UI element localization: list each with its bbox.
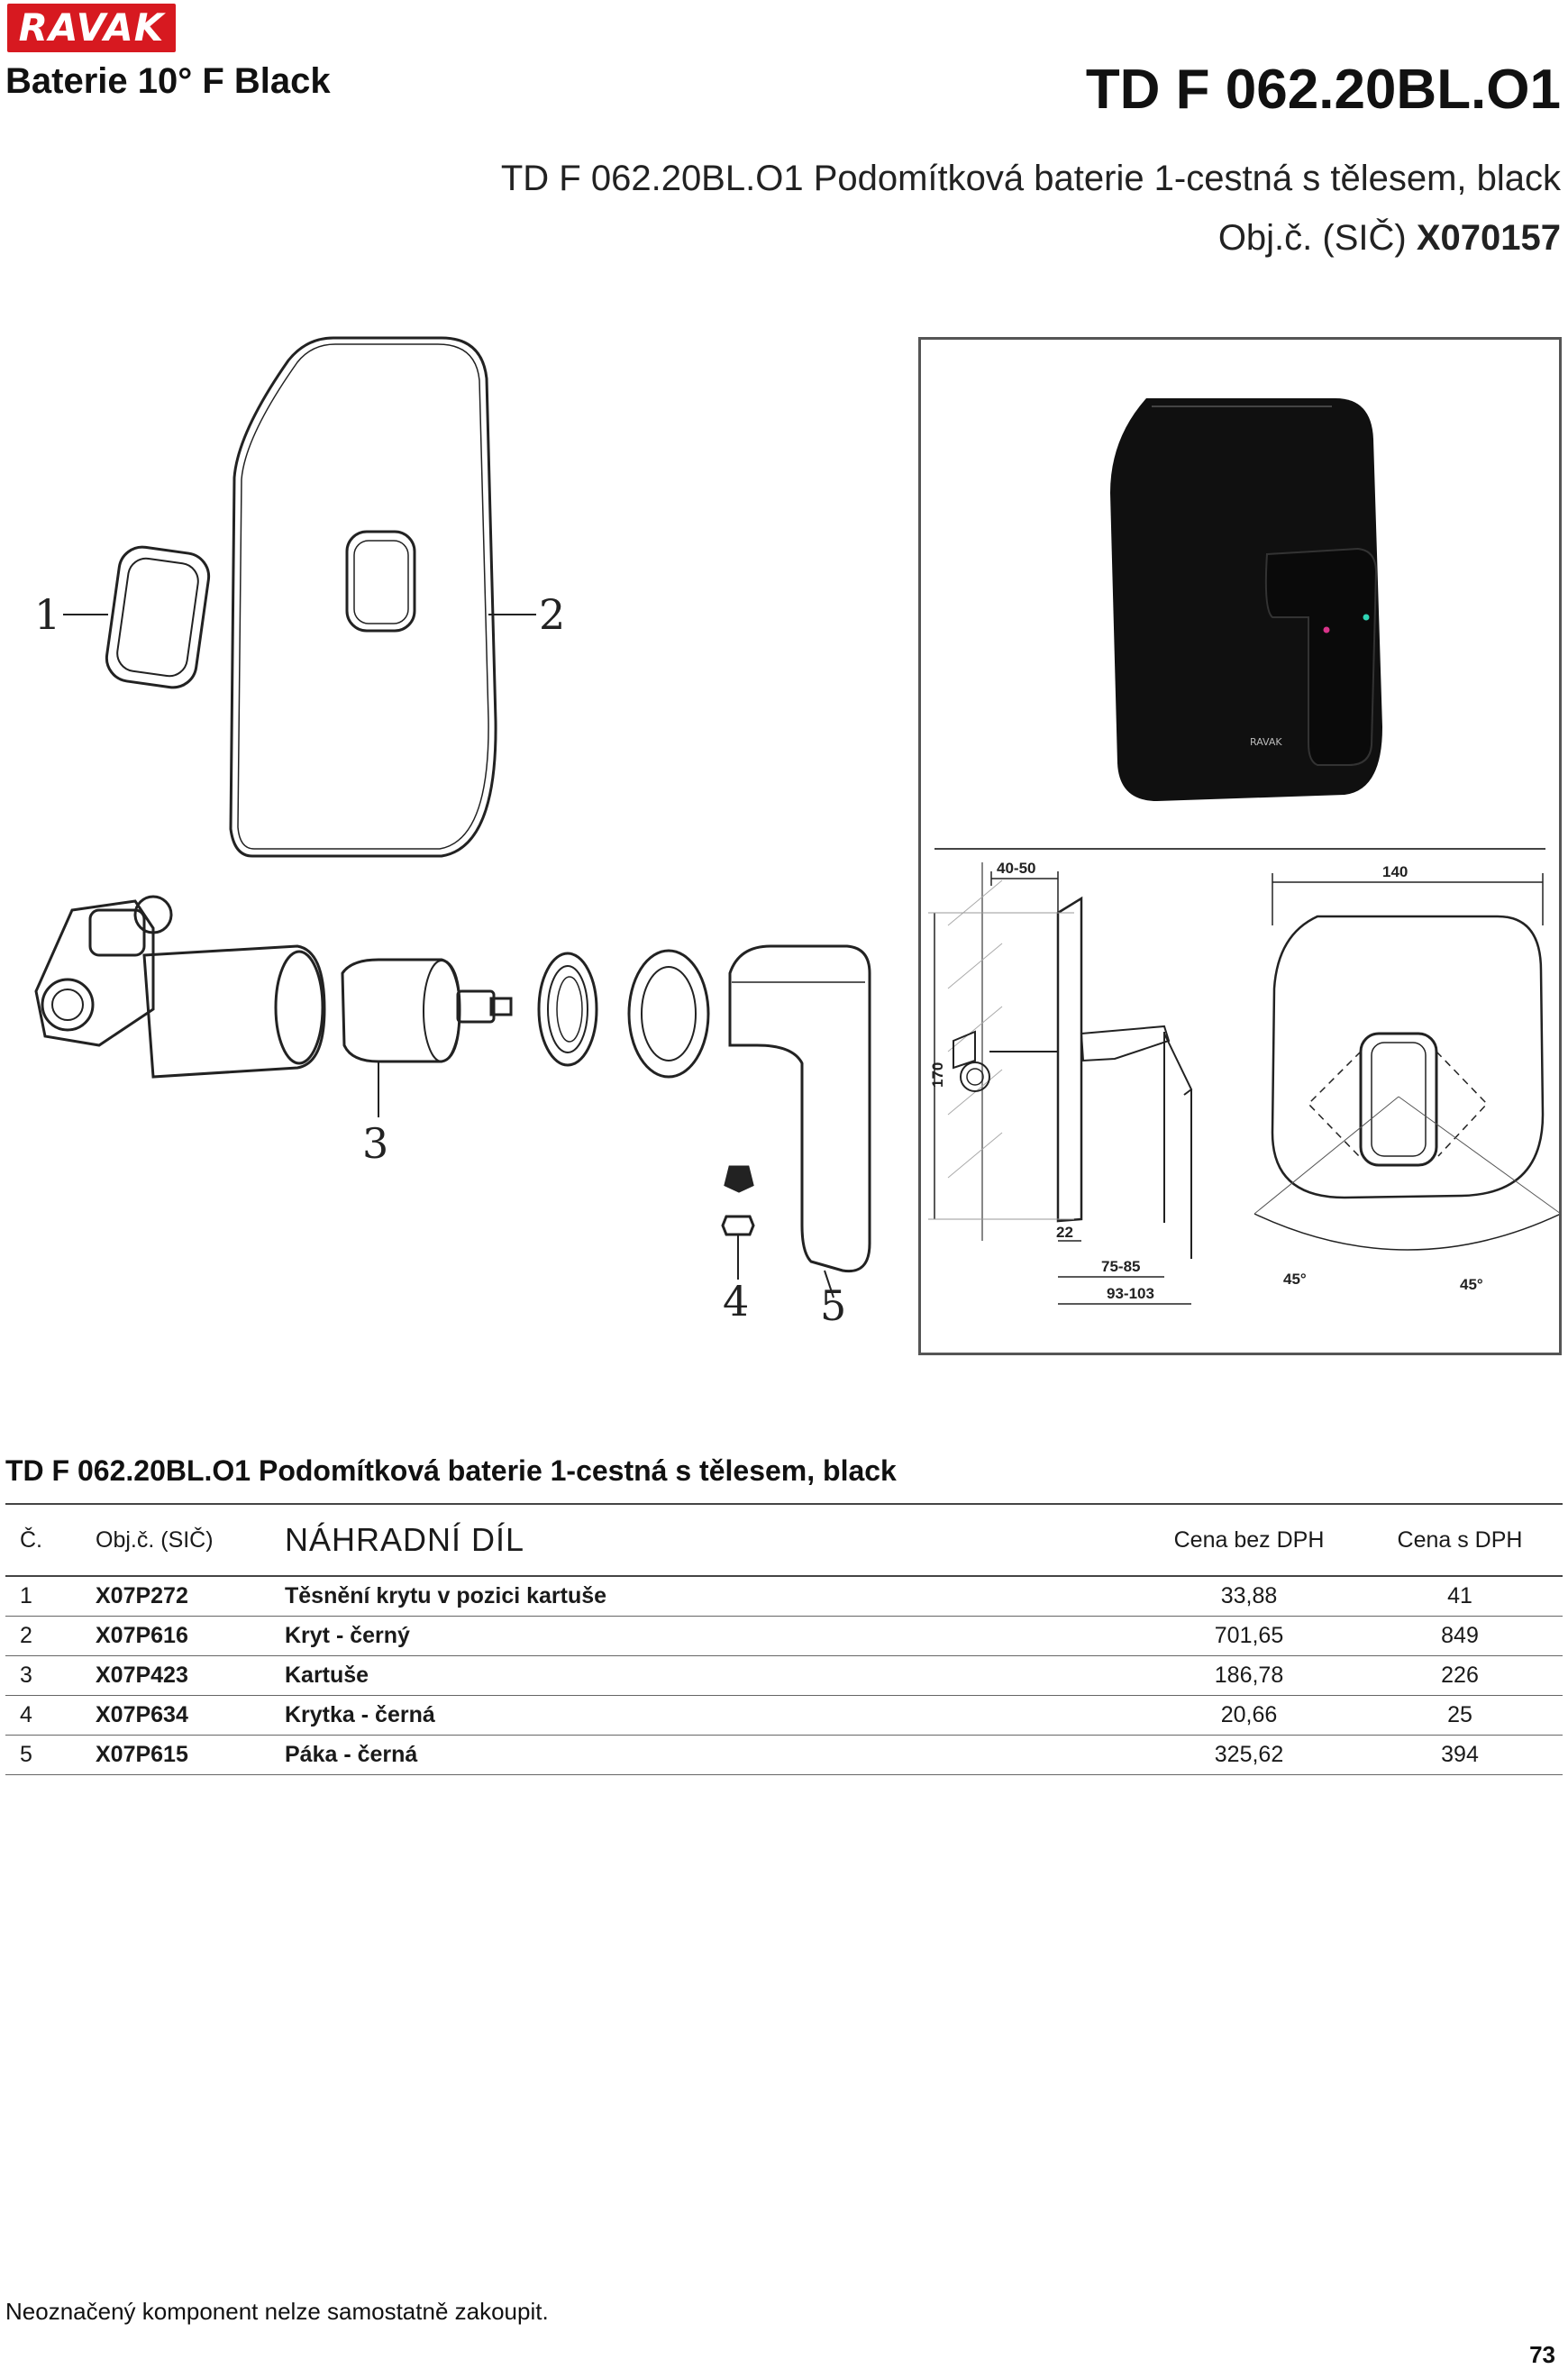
photo-brand-mark: RAVAK <box>1250 736 1282 748</box>
order-label: Obj.č. (SIČ) <box>1217 218 1407 258</box>
cell-part-name: Těsnění krytu v pozici kartuše <box>285 1576 1141 1617</box>
product-photo-and-dimensions <box>921 340 1559 1353</box>
dim-offset: 22 <box>1056 1224 1073 1241</box>
table-row <box>5 1656 1563 1696</box>
cartridge-drawing <box>342 960 511 1061</box>
cell-part-name: Páka - černá <box>285 1736 1141 1775</box>
cell-no: 2 <box>5 1617 96 1656</box>
cell-price-net: 701,65 <box>1141 1617 1357 1656</box>
footnote: Neoznačený komponent nelze samostatně zakoupit. <box>5 2298 549 2325</box>
dim-lever-reach: 75-85 <box>1101 1258 1141 1275</box>
cell-price-gross: 25 <box>1357 1696 1563 1736</box>
cell-price-net: 33,88 <box>1141 1576 1357 1617</box>
dim-height: 170 <box>929 1061 946 1088</box>
ring-drawing <box>629 951 708 1077</box>
table-row <box>5 1696 1563 1736</box>
cell-part-name: Kartuše <box>285 1656 1141 1696</box>
cell-price-gross: 394 <box>1357 1736 1563 1775</box>
cell-no: 3 <box>5 1656 96 1696</box>
cell-price-gross: 41 <box>1357 1576 1563 1617</box>
cell-part-name: Krytka - černá <box>285 1696 1141 1736</box>
order-number: X070157 <box>1416 218 1561 258</box>
cell-price-net: 325,62 <box>1141 1736 1357 1775</box>
dim-angle-right: 45° <box>1460 1276 1483 1293</box>
side-view-drawing <box>948 862 1191 1259</box>
valve-body-drawing <box>36 897 324 1077</box>
cell-order-number: X07P272 <box>96 1576 285 1617</box>
product-photo <box>1110 398 1382 801</box>
cell-part-name: Kryt - černý <box>285 1617 1141 1656</box>
cell-order-number: X07P616 <box>96 1617 285 1656</box>
cell-order-number: X07P615 <box>96 1736 285 1775</box>
seal-drawing <box>104 544 212 690</box>
cell-order-number: X07P634 <box>96 1696 285 1736</box>
product-image-frame <box>918 337 1562 1355</box>
ravak-logo: RAVAK <box>7 4 176 52</box>
table-body <box>5 1576 1563 1775</box>
page-number: 73 <box>1529 2341 1555 2368</box>
spare-parts-table <box>5 1503 1563 1775</box>
cell-price-net: 186,78 <box>1141 1656 1357 1696</box>
cell-no: 4 <box>5 1696 96 1736</box>
table-row <box>5 1617 1563 1656</box>
cap-drawing <box>723 1167 753 1253</box>
header-order: Obj.č. (SIČ) <box>96 1504 285 1576</box>
part-label-3: 3 <box>362 1119 389 1168</box>
cell-price-gross: 849 <box>1357 1617 1563 1656</box>
header-part: NÁHRADNÍ DÍL <box>285 1504 1141 1576</box>
product-description: TD F 062.20BL.O1 Podomítková baterie 1-cestná s tělesem, black <box>500 159 1561 198</box>
dim-angle-left: 45° <box>1283 1271 1307 1288</box>
nut-drawing <box>539 953 597 1065</box>
table-title: TD F 062.20BL.O1 Podomítková baterie 1-cestná s tělesem, black <box>5 1454 897 1487</box>
header-price-net: Cena bez DPH <box>1141 1504 1357 1576</box>
part-label-5: 5 <box>820 1281 847 1330</box>
series-title: Baterie 10° F Black <box>5 61 331 101</box>
header-no: Č. <box>5 1504 96 1576</box>
product-code: TD F 062.20BL.O1 <box>1085 59 1561 121</box>
table-row <box>5 1576 1563 1617</box>
exploded-view-drawing <box>18 324 883 1361</box>
part-label-2: 2 <box>539 590 566 639</box>
cell-no: 1 <box>5 1576 96 1617</box>
table-header-row <box>5 1504 1563 1576</box>
dim-total-depth: 93-103 <box>1107 1285 1154 1302</box>
front-view-drawing <box>1254 873 1559 1250</box>
part-label-4: 4 <box>723 1277 750 1326</box>
header-price-gross: Cena s DPH <box>1357 1504 1563 1576</box>
dim-depth: 40-50 <box>997 860 1036 877</box>
cover-plate-drawing <box>231 338 496 856</box>
cell-no: 5 <box>5 1736 96 1775</box>
part-label-1: 1 <box>34 590 61 639</box>
table-row <box>5 1736 1563 1775</box>
dim-width: 140 <box>1382 863 1408 880</box>
cell-order-number: X07P423 <box>96 1656 285 1696</box>
cell-price-net: 20,66 <box>1141 1696 1357 1736</box>
order-number-line <box>1218 218 1561 259</box>
cell-price-gross: 226 <box>1357 1656 1563 1696</box>
